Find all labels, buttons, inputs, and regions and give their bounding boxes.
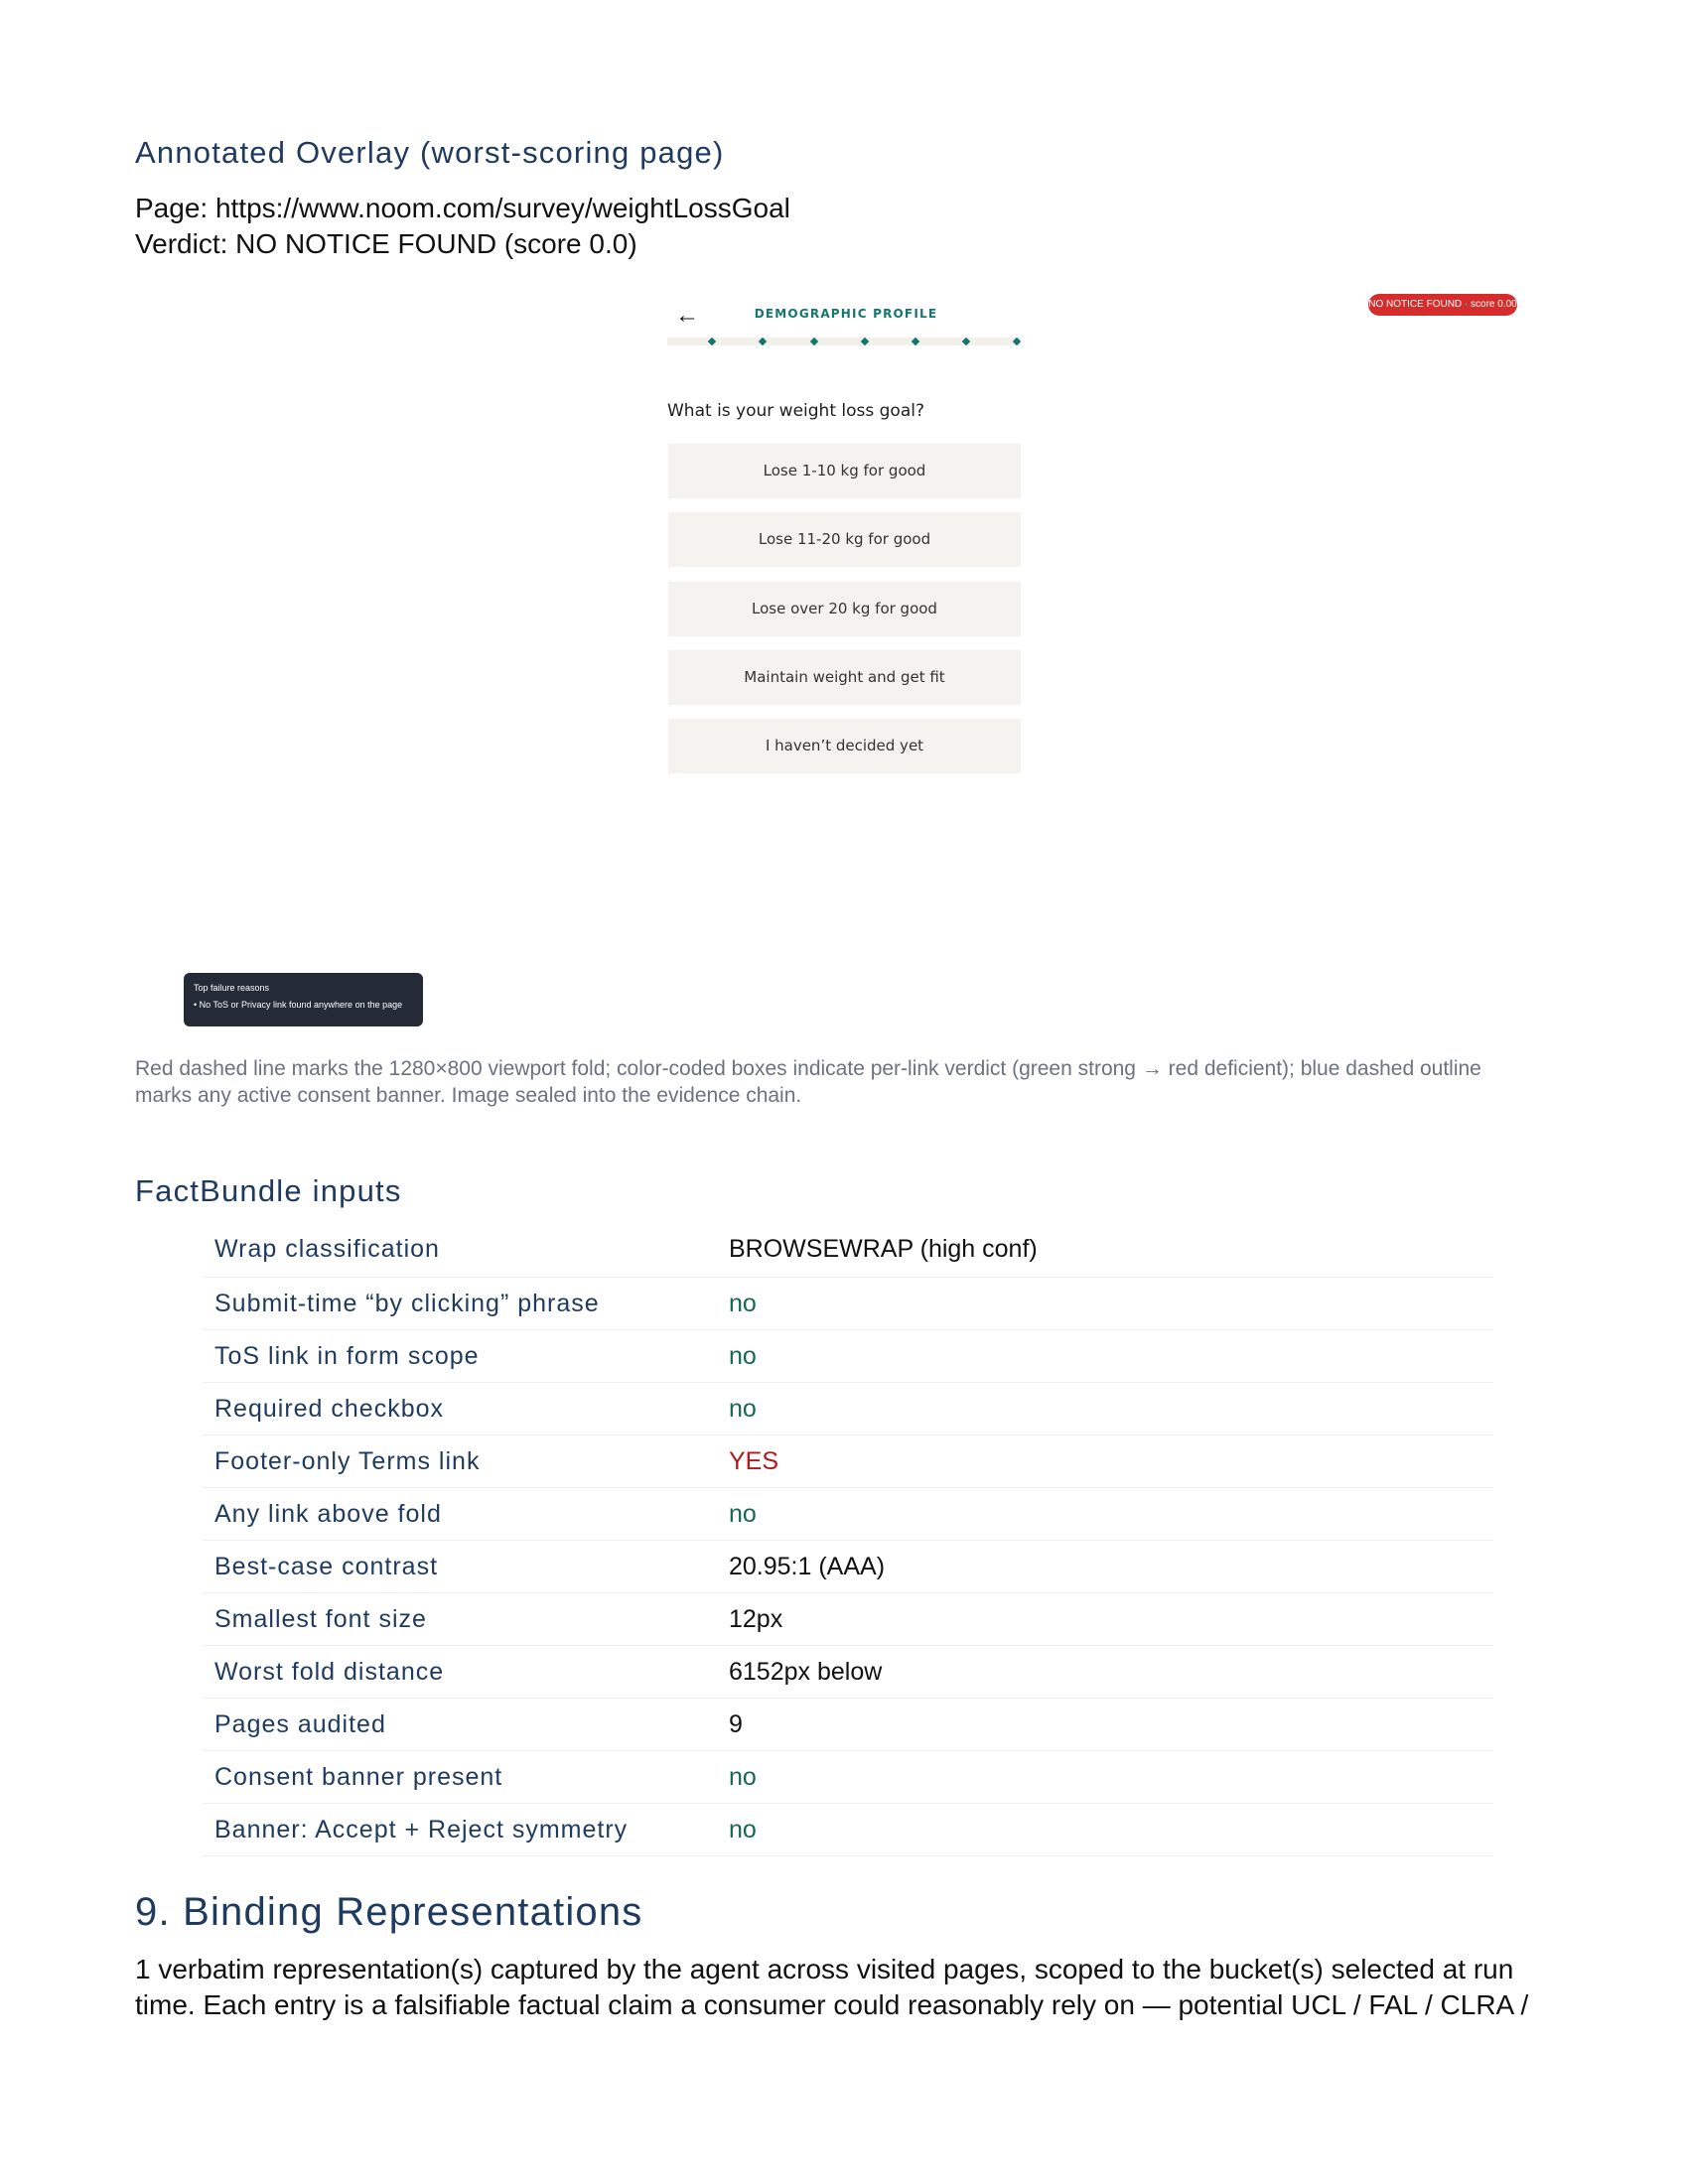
fact-value: no [717, 1330, 1493, 1383]
fact-value: 20.95:1 (AAA) [717, 1541, 1493, 1593]
fact-label: ToS link in form scope [203, 1330, 717, 1383]
survey-section-title: DEMOGRAPHIC PROFILE [754, 307, 938, 321]
fact-label: Best-case contrast [203, 1541, 717, 1593]
progress-step-dot [708, 338, 716, 345]
answer-option[interactable]: Maintain weight and get fit [668, 650, 1021, 705]
answer-option[interactable]: Lose 11-20 kg for good [668, 512, 1021, 567]
verdict-line: Verdict: NO NOTICE FOUND (score 0.0) [135, 228, 637, 259]
page-screenshot [667, 294, 1025, 349]
table-row [203, 1435, 1493, 1488]
answer-option[interactable]: Lose over 20 kg for good [668, 582, 1021, 636]
fact-value: 6152px below [717, 1646, 1493, 1699]
factbundle-heading: FactBundle inputs [135, 1173, 402, 1208]
fact-value: no [717, 1804, 1493, 1856]
table-row [203, 1541, 1493, 1593]
table-row [203, 1699, 1493, 1751]
survey-header [667, 294, 1025, 349]
table-row [203, 1646, 1493, 1699]
fact-value: 9 [717, 1699, 1493, 1751]
overlay-caption: Red dashed line marks the 1280×800 viewport fold; color-coded boxes indicate per-link verdict (green strong → red deficient); blue dashed outline marks any active consent banner. Image sealed into the evidence chain. [135, 1057, 1481, 1107]
progress-step-dot [1013, 338, 1021, 345]
fact-value: BROWSEWRAP (high conf) [717, 1221, 1493, 1278]
table-row [203, 1804, 1493, 1856]
verdict-badge: NO NOTICE FOUND · score 0.00 [1368, 294, 1517, 316]
fact-label: Wrap classification [203, 1221, 717, 1278]
survey-question: What is your weight loss goal? [667, 401, 925, 421]
fact-label: Required checkbox [203, 1383, 717, 1435]
failure-reasons-title: Top failure reasons [194, 983, 270, 993]
fact-value: YES [717, 1435, 1493, 1488]
table-row [203, 1593, 1493, 1646]
progress-step-dot [912, 338, 919, 345]
arrow-left-icon[interactable]: ← [675, 302, 699, 329]
fact-label: Submit-time “by clicking” phrase [203, 1278, 717, 1330]
table-row [203, 1751, 1493, 1804]
failure-reason-item: • No ToS or Privacy link found anywhere on the page [194, 1000, 403, 1010]
fact-label: Any link above fold [203, 1488, 717, 1541]
answer-option[interactable]: I haven’t decided yet [668, 719, 1021, 773]
page-url-line: Page: https://www.noom.com/survey/weightLossGoal [135, 193, 790, 223]
fact-value: no [717, 1488, 1493, 1541]
fact-value: no [717, 1751, 1493, 1804]
binding-paragraph: 1 verbatim representation(s) captured by the agent across visited pages, scoped to the bucket(s) selected at run time. Each entry is a falsifiable factual claim a consumer could reasonably rely on — potential UCL / FAL / CLRA / [135, 1954, 1529, 2020]
fact-label: Pages audited [203, 1699, 717, 1751]
progress-step-dot [810, 338, 818, 345]
fact-value: no [717, 1383, 1493, 1435]
fact-label: Consent banner present [203, 1751, 717, 1804]
fact-label: Footer-only Terms link [203, 1435, 717, 1488]
factbundle-table [203, 1221, 1493, 1856]
failure-reasons-box [184, 973, 423, 1026]
table-row [203, 1221, 1493, 1278]
overlay-heading: Annotated Overlay (worst-scoring page) [135, 135, 725, 170]
fact-label: Worst fold distance [203, 1646, 717, 1699]
table-row [203, 1383, 1493, 1435]
fact-label: Smallest font size [203, 1593, 717, 1646]
answer-option[interactable]: Lose 1-10 kg for good [668, 444, 1021, 498]
fact-label: Banner: Accept + Reject symmetry [203, 1804, 717, 1856]
progress-step-dot [962, 338, 970, 345]
survey-progress-bar [667, 338, 1021, 345]
progress-step-dot [861, 338, 869, 345]
fact-value: 12px [717, 1593, 1493, 1646]
fact-value: no [717, 1278, 1493, 1330]
progress-step-dot [759, 338, 767, 345]
table-row [203, 1278, 1493, 1330]
table-row [203, 1330, 1493, 1383]
binding-representations-heading: 9. Binding Representations [135, 1890, 643, 1934]
table-row [203, 1488, 1493, 1541]
